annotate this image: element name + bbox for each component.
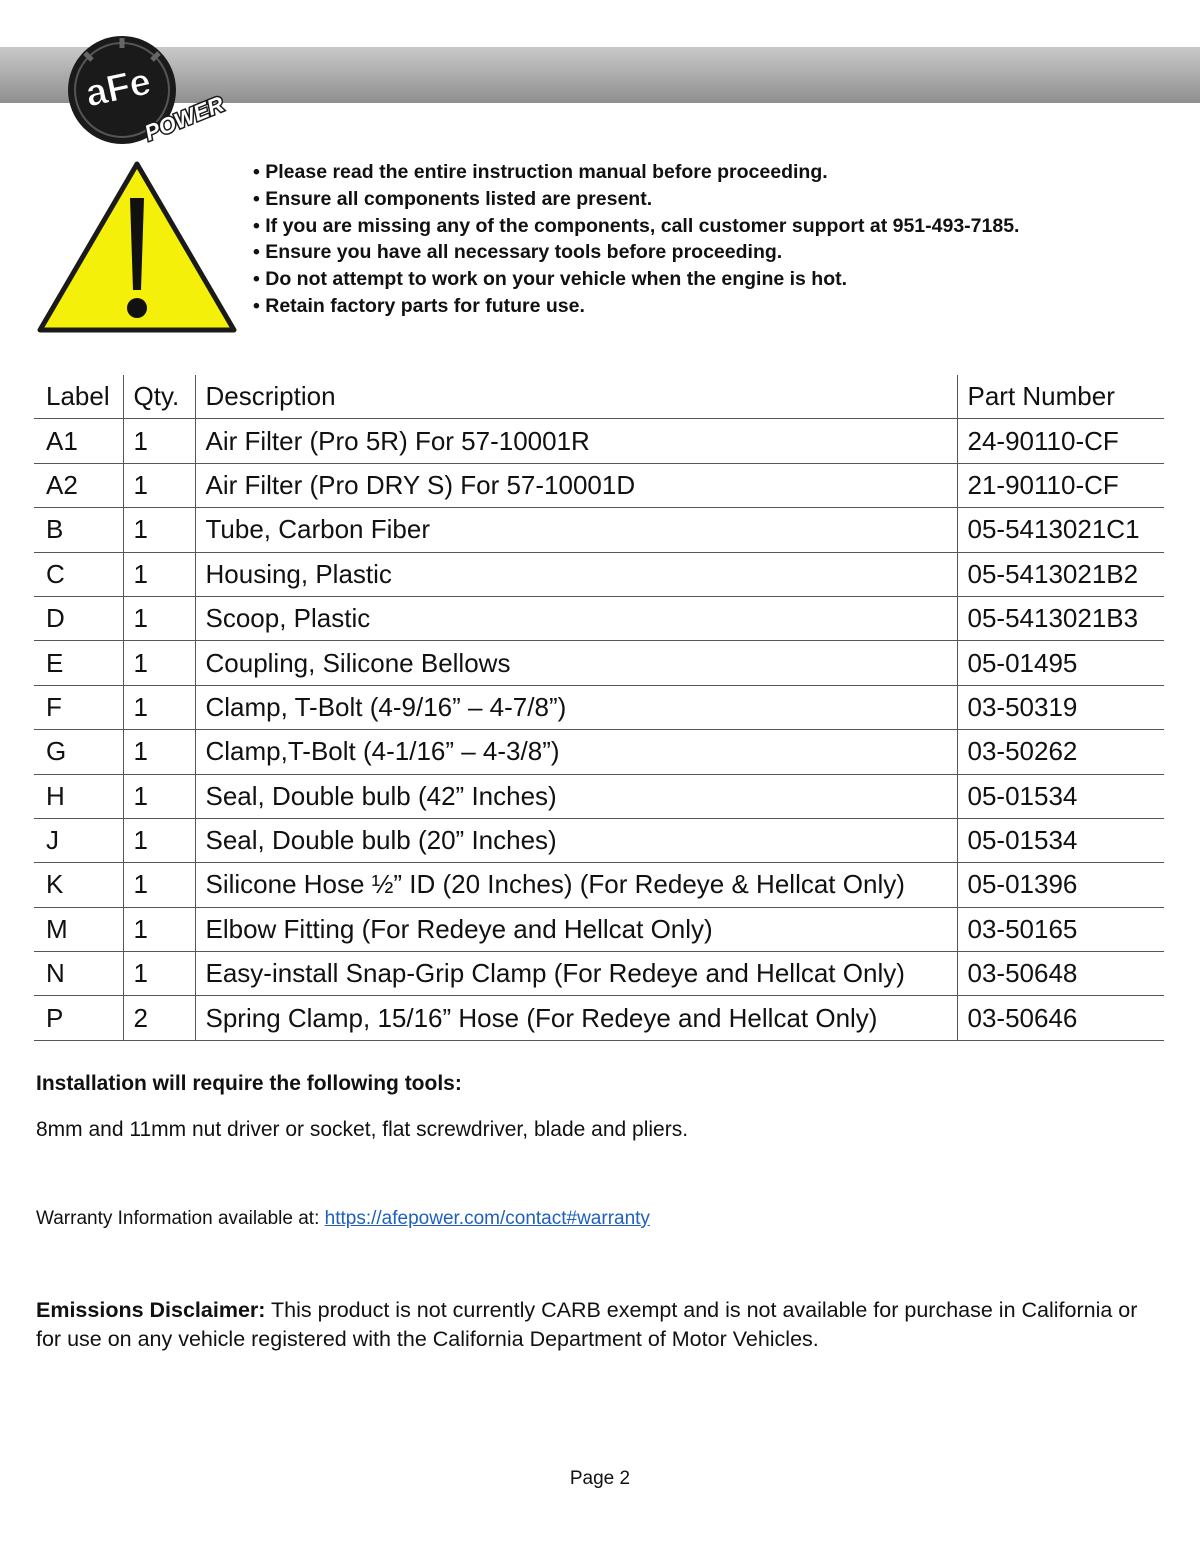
warning-item: • Ensure you have all necessary tools before proceeding.	[253, 239, 1019, 266]
cell-label: N	[34, 952, 123, 996]
column-header-description: Description	[195, 375, 957, 419]
table-row	[34, 685, 1164, 729]
afe-power-logo	[66, 18, 240, 158]
cell-part-number: 24-90110-CF	[957, 419, 1164, 463]
cell-part-number: 03-50648	[957, 952, 1164, 996]
emissions-disclaimer	[36, 1296, 1146, 1354]
cell-label: E	[34, 641, 123, 685]
cell-qty: 1	[123, 907, 195, 951]
cell-part-number: 05-01396	[957, 863, 1164, 907]
cell-part-number: 05-01534	[957, 818, 1164, 862]
cell-label: G	[34, 730, 123, 774]
cell-description: Seal, Double bulb (20” Inches)	[195, 818, 957, 862]
cell-description: Air Filter (Pro 5R) For 57-10001R	[195, 419, 957, 463]
cell-description: Air Filter (Pro DRY S) For 57-10001D	[195, 463, 957, 507]
cell-description: Silicone Hose ½” ID (20 Inches) (For Redeye & Hellcat Only)	[195, 863, 957, 907]
cell-qty: 1	[123, 596, 195, 640]
cell-description: Seal, Double bulb (42” Inches)	[195, 774, 957, 818]
warning-item: • If you are missing any of the components, call customer support at 951-493-7185.	[253, 213, 1019, 240]
page-number: Page 2	[569, 1468, 631, 1489]
cell-description: Easy-install Snap-Grip Clamp (For Redeye and Hellcat Only)	[195, 952, 957, 996]
table-row	[34, 596, 1164, 640]
disclaimer-label: Emissions Disclaimer:	[36, 1298, 266, 1322]
cell-part-number: 03-50262	[957, 730, 1164, 774]
warning-list	[253, 159, 1019, 320]
cell-label: F	[34, 685, 123, 729]
cell-label: B	[34, 508, 123, 552]
cell-label: K	[34, 863, 123, 907]
cell-description: Scoop, Plastic	[195, 596, 957, 640]
cell-part-number: 05-5413021C1	[957, 508, 1164, 552]
warning-triangle-icon	[34, 158, 240, 338]
cell-label: P	[34, 996, 123, 1040]
table-row	[34, 907, 1164, 951]
warning-item: • Retain factory parts for future use.	[253, 293, 1019, 320]
cell-part-number: 05-5413021B2	[957, 552, 1164, 596]
tools-text: 8mm and 11mm nut driver or socket, flat screwdriver, blade and pliers.	[36, 1118, 689, 1141]
cell-part-number: 03-50319	[957, 685, 1164, 729]
cell-qty: 1	[123, 508, 195, 552]
cell-qty: 1	[123, 552, 195, 596]
table-row	[34, 774, 1164, 818]
cell-qty: 1	[123, 685, 195, 729]
table-row	[34, 508, 1164, 552]
cell-part-number: 05-01534	[957, 774, 1164, 818]
cell-part-number: 05-5413021B3	[957, 596, 1164, 640]
warranty-link[interactable]: https://afepower.com/contact#warranty	[324, 1208, 650, 1229]
cell-label: M	[34, 907, 123, 951]
cell-description: Tube, Carbon Fiber	[195, 508, 957, 552]
table-row	[34, 952, 1164, 996]
cell-part-number: 21-90110-CF	[957, 463, 1164, 507]
cell-qty: 1	[123, 863, 195, 907]
table-row	[34, 641, 1164, 685]
parts-table	[34, 375, 1164, 1041]
cell-qty: 1	[123, 818, 195, 862]
cell-label: D	[34, 596, 123, 640]
cell-qty: 1	[123, 463, 195, 507]
disclaimer-text: This product is not currently CARB exempt and is not available for purchase in California or for use on any vehicle registered with the California Department of Motor Vehicles.	[36, 1298, 1138, 1351]
table-header-row	[34, 375, 1164, 419]
table-row	[34, 552, 1164, 596]
warranty-info	[36, 1208, 650, 1230]
cell-label: A2	[34, 463, 123, 507]
cell-description: Clamp,T-Bolt (4-1/16” – 4-3/8”)	[195, 730, 957, 774]
cell-description: Elbow Fitting (For Redeye and Hellcat Only)	[195, 907, 957, 951]
cell-description: Coupling, Silicone Bellows	[195, 641, 957, 685]
cell-part-number: 03-50646	[957, 996, 1164, 1040]
cell-qty: 1	[123, 641, 195, 685]
svg-text:aFe: aFe	[81, 60, 155, 116]
parts-table-body	[34, 419, 1164, 1040]
table-row	[34, 463, 1164, 507]
cell-label: H	[34, 774, 123, 818]
column-header-part-number: Part Number	[957, 375, 1164, 419]
warning-item: • Ensure all components listed are present.	[253, 186, 1019, 213]
column-header-qty: Qty.	[123, 375, 195, 419]
cell-qty: 1	[123, 419, 195, 463]
cell-part-number: 05-01495	[957, 641, 1164, 685]
cell-label: J	[34, 818, 123, 862]
cell-part-number: 03-50165	[957, 907, 1164, 951]
warning-item: • Please read the entire instruction manual before proceeding.	[253, 159, 1019, 186]
cell-description: Housing, Plastic	[195, 552, 957, 596]
cell-label: A1	[34, 419, 123, 463]
warranty-label: Warranty Information available at:	[36, 1208, 325, 1229]
table-row	[34, 863, 1164, 907]
cell-qty: 1	[123, 952, 195, 996]
cell-label: C	[34, 552, 123, 596]
table-row	[34, 419, 1164, 463]
cell-qty: 1	[123, 730, 195, 774]
cell-qty: 1	[123, 774, 195, 818]
warning-item: • Do not attempt to work on your vehicle when the engine is hot.	[253, 266, 1019, 293]
column-header-label: Label	[34, 375, 123, 419]
table-row	[34, 996, 1164, 1040]
svg-text:POWER: POWER	[140, 91, 228, 146]
table-row	[34, 818, 1164, 862]
tools-heading: Installation will require the following tools:	[36, 1072, 462, 1095]
cell-qty: 2	[123, 996, 195, 1040]
cell-description: Clamp, T-Bolt (4-9/16” – 4-7/8”)	[195, 685, 957, 729]
cell-description: Spring Clamp, 15/16” Hose (For Redeye and Hellcat Only)	[195, 996, 957, 1040]
table-row	[34, 730, 1164, 774]
